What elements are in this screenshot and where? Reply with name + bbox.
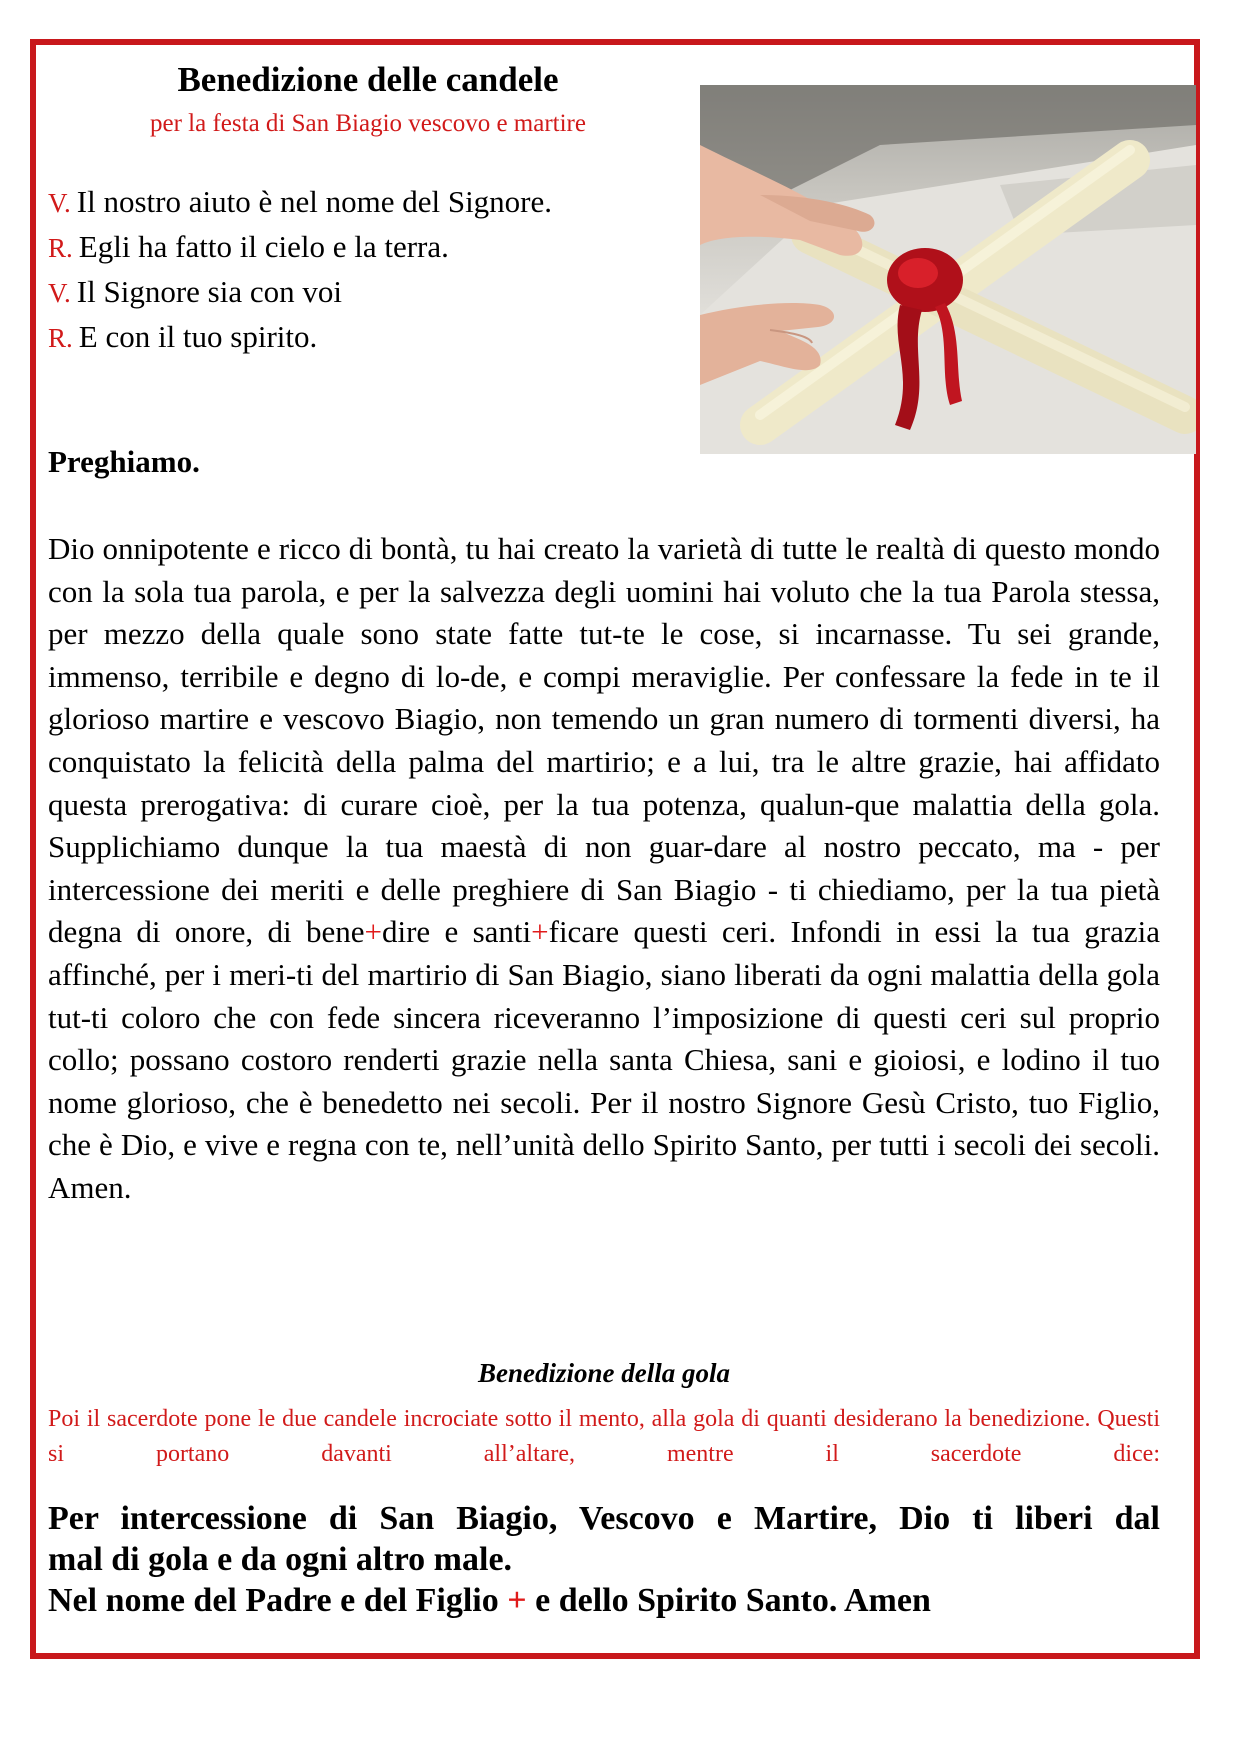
versicle-mark: V. bbox=[48, 278, 71, 308]
versicle-text: Il Signore sia con voi bbox=[76, 274, 342, 309]
formula-line-1: Per intercessione di San Biagio, Vescovo e Martire, Dio ti liberi dal bbox=[48, 1500, 1160, 1537]
prayer-text bbox=[48, 528, 1160, 1210]
formula-line-2: mal di gola e da ogni altro male. bbox=[48, 1541, 513, 1578]
formula-line-3-end: e dello Spirito Santo. Amen bbox=[526, 1582, 931, 1619]
versicle-line bbox=[48, 180, 552, 225]
page-title: Benedizione delle candele bbox=[177, 60, 559, 99]
prayer-text-part-2: dire e santi bbox=[381, 914, 532, 950]
versicle-text: Il nostro aiuto è nel nome del Signore. bbox=[76, 184, 553, 219]
prayer-heading: Preghiamo. bbox=[48, 444, 200, 479]
response-line bbox=[48, 315, 552, 360]
rubric-instruction: Poi il sacerdote pone le due candele incrociate sotto il mento, alla gola di quanti desiderano la benedizione. Questi si portano davanti all’altare, mentre il sacerdote dice: bbox=[48, 1406, 1160, 1467]
response-text: Egli ha fatto il cielo e la terra. bbox=[78, 229, 449, 264]
crossed-candles-illustration bbox=[700, 85, 1196, 454]
versicle-mark: V. bbox=[48, 188, 71, 218]
response-text: E con il tuo spirito. bbox=[78, 319, 318, 354]
cross-symbol: + bbox=[531, 914, 549, 950]
prayer-text-part-3: ficare questi ceri. Infondi in essi la tua grazia affinché, per i meri-ti del martirio di San Biagio, siano liberati da ogni malattia della gola tut-ti coloro che con fede sincera riceveranno l’imposizione di questi ceri sul proprio collo; possano costoro renderti grazie nella santa Chiesa, sani e gioiosi, e lodino il tuo nome glorioso, che è benedetto nei secoli. Per il nostro Signore Gesù Cristo, tuo Figlio, che è Dio, e vive e regna con te, nell’unità dello Spirito Santo, per tutti i secoli dei secoli. Amen. bbox=[48, 914, 1160, 1205]
prayer-text-part-1: Dio onnipotente e ricco di bontà, tu hai creato la varietà di tutte le realtà di questo mondo con la sola tua parola, e per la salvezza degli uomini hai voluto che la tua Parola stessa, per mezzo della quale sono state fatte tut-te le cose, si incarnasse. Tu sei grande, immenso, terribile e degno di lo-de, e compi meraviglie. Per confessare la fede in te il glorioso martire e vescovo Biagio, non temendo un gran numero di tormenti diversi, ha conquistato la felicità della palma del martirio; e a lui, tra le altre grazie, hai affidato questa prerogativa: di curare cioè, per la tua potenza, qualun-que malattia della gola. Supplichiamo dunque la tua maestà di non guar-dare al nostro peccato, ma - per intercessione dei meriti e delle preghiere di San Biagio - ti chiediamo, per la tua pietà degna di onore, di bene bbox=[48, 531, 1160, 950]
response-mark: R. bbox=[48, 233, 73, 263]
formula-line-3 bbox=[48, 1580, 1160, 1621]
throat-blessing-title: Benedizione della gola bbox=[478, 1358, 730, 1388]
response-line bbox=[48, 225, 552, 270]
page-subtitle: per la festa di San Biagio vescovo e martire bbox=[150, 110, 586, 137]
cross-symbol: + bbox=[364, 914, 382, 950]
formula-line-3-start: Nel nome del Padre e del Figlio bbox=[48, 1582, 508, 1619]
versicle-line bbox=[48, 270, 552, 315]
response-mark: R. bbox=[48, 323, 73, 353]
versicles bbox=[48, 180, 552, 360]
blessing-formula bbox=[48, 1498, 1160, 1621]
candles-photo bbox=[700, 85, 1196, 454]
cross-symbol: + bbox=[507, 1582, 527, 1619]
header bbox=[48, 54, 688, 142]
